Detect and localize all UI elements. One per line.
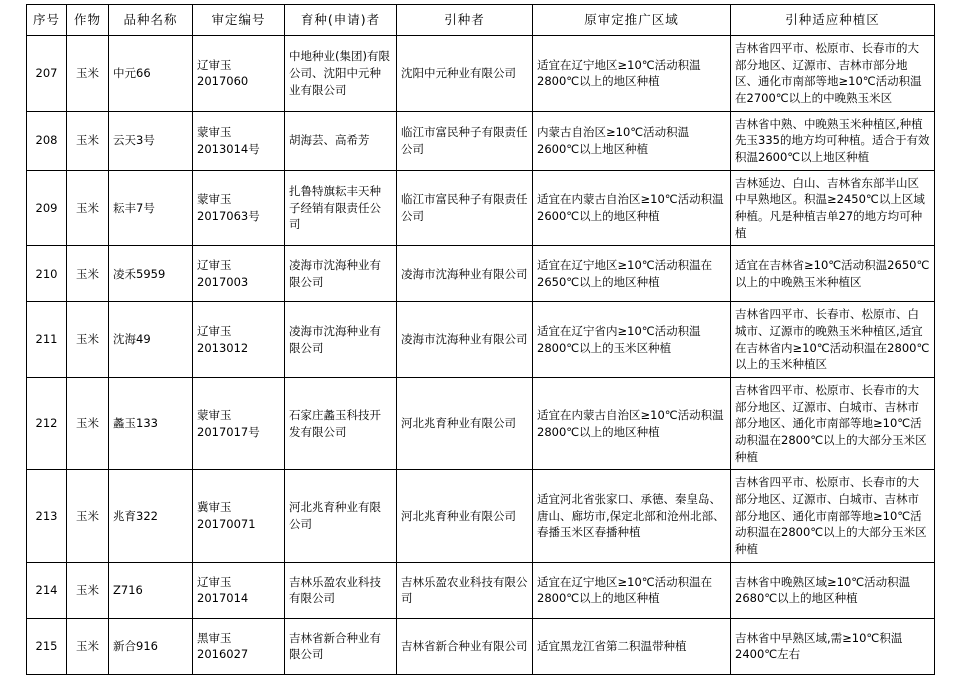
column-header-seq: 序号	[27, 5, 67, 36]
column-header-original-region: 原审定推广区域	[533, 5, 731, 36]
cell-approval-code: 冀审玉20170071	[193, 470, 285, 562]
cell-variety-name: 凌禾5959	[109, 246, 193, 302]
cell-seq: 211	[27, 302, 67, 378]
cell-introducer: 临江市富民种子有限责任公司	[397, 111, 533, 170]
cell-variety-name: 沈海49	[109, 302, 193, 378]
cell-crop: 玉米	[67, 618, 109, 674]
cell-adaptation-region: 吉林省四平市、松原市、长春市的大部分地区、辽源市、白城市、吉林市部分地区、通化市南部等地≥10℃活动积温在2800℃以上的大部分玉米区种植	[731, 378, 935, 470]
cell-introducer: 河北兆育种业有限公司	[397, 378, 533, 470]
cell-seq: 209	[27, 170, 67, 246]
cell-variety-name: 云天3号	[109, 111, 193, 170]
cell-variety-name: 耘丰7号	[109, 170, 193, 246]
header-row	[27, 5, 935, 36]
cell-introducer: 沈阳中元种业有限公司	[397, 36, 533, 112]
cell-introducer: 凌海市沈海种业有限公司	[397, 302, 533, 378]
cell-approval-code: 辽审玉2017003	[193, 246, 285, 302]
cell-approval-code: 蒙审玉2017063号	[193, 170, 285, 246]
cell-adaptation-region: 吉林延边、白山、吉林省东部半山区中早熟地区。积温≥2450℃以上区域种植。凡是种植吉单27的地方均可种植	[731, 170, 935, 246]
cell-crop: 玉米	[67, 111, 109, 170]
cell-original-region: 适宜在内蒙古自治区≥10℃活动积温2600℃以上的地区种植	[533, 170, 731, 246]
cell-approval-code: 辽审玉2013012	[193, 302, 285, 378]
column-header-approval-code: 审定编号	[193, 5, 285, 36]
table-row	[27, 378, 935, 470]
cell-seq: 214	[27, 562, 67, 618]
cell-introducer: 河北兆育种业有限公司	[397, 470, 533, 562]
cell-approval-code: 蒙审玉2017017号	[193, 378, 285, 470]
cell-original-region: 适宜河北省张家口、承德、秦皇岛、唐山、廊坊市,保定北部和沧州北部、春播玉米区春播种植	[533, 470, 731, 562]
cell-approval-code: 辽审玉2017060	[193, 36, 285, 112]
cell-adaptation-region: 吉林省四平市、松原市、长春市的大部分地区、辽源市、吉林市部分地区、通化市南部等地≥10℃活动积温在2700℃以上的中晚熟玉米区	[731, 36, 935, 112]
cell-introducer: 吉林省新合种业有限公司	[397, 618, 533, 674]
table-row	[27, 170, 935, 246]
cell-breeder: 石家庄蠡玉科技开发有限公司	[285, 378, 397, 470]
cell-adaptation-region: 吉林省中熟、中晚熟玉米种植区,种植先玉335的地方均可种植。适合于有效积温2600℃以上地区种植	[731, 111, 935, 170]
cell-crop: 玉米	[67, 246, 109, 302]
variety-introduction-table	[26, 4, 935, 675]
cell-original-region: 适宜在内蒙古自治区≥10℃活动积温2800℃以上的地区种植	[533, 378, 731, 470]
cell-seq: 208	[27, 111, 67, 170]
table-body	[27, 36, 935, 675]
cell-crop: 玉米	[67, 170, 109, 246]
cell-breeder: 凌海市沈海种业有限公司	[285, 302, 397, 378]
cell-crop: 玉米	[67, 378, 109, 470]
cell-approval-code: 黑审玉2016027	[193, 618, 285, 674]
cell-introducer: 凌海市沈海种业有限公司	[397, 246, 533, 302]
cell-variety-name: 中元66	[109, 36, 193, 112]
cell-original-region: 适宜在辽宁地区≥10℃活动积温在2800℃以上的地区种植	[533, 562, 731, 618]
cell-approval-code: 辽审玉2017014	[193, 562, 285, 618]
cell-crop: 玉米	[67, 36, 109, 112]
cell-breeder: 河北兆育种业有限公司	[285, 470, 397, 562]
column-header-variety-name: 品种名称	[109, 5, 193, 36]
cell-original-region: 适宜在辽宁地区≥10℃活动积温在2650℃以上的地区种植	[533, 246, 731, 302]
document-page	[0, 4, 960, 662]
table-row	[27, 302, 935, 378]
cell-crop: 玉米	[67, 302, 109, 378]
cell-adaptation-region: 适宜在吉林省≥10℃活动积温2650℃以上的中晚熟玉米种植区	[731, 246, 935, 302]
cell-breeder: 凌海市沈海种业有限公司	[285, 246, 397, 302]
cell-seq: 210	[27, 246, 67, 302]
cell-breeder: 吉林省新合种业有限公司	[285, 618, 397, 674]
table-row	[27, 618, 935, 674]
cell-breeder: 中地种业(集团)有限公司、沈阳中元种业有限公司	[285, 36, 397, 112]
cell-adaptation-region: 吉林省中早熟区域,需≥10℃积温2400℃左右	[731, 618, 935, 674]
column-header-breeder: 育种(申请)者	[285, 5, 397, 36]
cell-variety-name: Z716	[109, 562, 193, 618]
cell-seq: 215	[27, 618, 67, 674]
table-header	[27, 5, 935, 36]
cell-introducer: 临江市富民种子有限责任公司	[397, 170, 533, 246]
cell-seq: 213	[27, 470, 67, 562]
cell-adaptation-region: 吉林省中晚熟区域≥10℃活动积温2680℃以上的地区种植	[731, 562, 935, 618]
cell-breeder: 吉林乐盈农业科技有限公司	[285, 562, 397, 618]
table-row	[27, 36, 935, 112]
column-header-crop: 作物	[67, 5, 109, 36]
cell-adaptation-region: 吉林省四平市、长春市、松原市、白城市、辽源市的晚熟玉米种植区,适宜在吉林省内≥10℃活动积温在2800℃以上的玉米种植区	[731, 302, 935, 378]
table-row	[27, 470, 935, 562]
cell-seq: 207	[27, 36, 67, 112]
cell-variety-name: 蠡玉133	[109, 378, 193, 470]
cell-introducer: 吉林乐盈农业科技有限公司	[397, 562, 533, 618]
cell-variety-name: 新合916	[109, 618, 193, 674]
cell-crop: 玉米	[67, 562, 109, 618]
table-row	[27, 246, 935, 302]
cell-seq: 212	[27, 378, 67, 470]
cell-original-region: 内蒙古自治区≥10℃活动积温2600℃以上地区种植	[533, 111, 731, 170]
cell-variety-name: 兆育322	[109, 470, 193, 562]
cell-adaptation-region: 吉林省四平市、松原市、长春市的大部分地区、辽源市、白城市、吉林市部分地区、通化市南部等地≥10℃活动积温在2800℃以上的大部分玉米区种植	[731, 470, 935, 562]
cell-original-region: 适宜在辽宁省内≥10℃活动积温2800℃以上的玉米区种植	[533, 302, 731, 378]
cell-crop: 玉米	[67, 470, 109, 562]
cell-breeder: 胡海芸、高希芳	[285, 111, 397, 170]
table-row	[27, 111, 935, 170]
table-row	[27, 562, 935, 618]
column-header-adaptation-region: 引种适应种植区	[731, 5, 935, 36]
cell-original-region: 适宜在辽宁地区≥10℃活动积温2800℃以上的地区种植	[533, 36, 731, 112]
cell-breeder: 扎鲁特旗耘丰天种子经销有限责任公司	[285, 170, 397, 246]
cell-approval-code: 蒙审玉2013014号	[193, 111, 285, 170]
column-header-introducer: 引种者	[397, 5, 533, 36]
cell-original-region: 适宜黑龙江省第二积温带种植	[533, 618, 731, 674]
